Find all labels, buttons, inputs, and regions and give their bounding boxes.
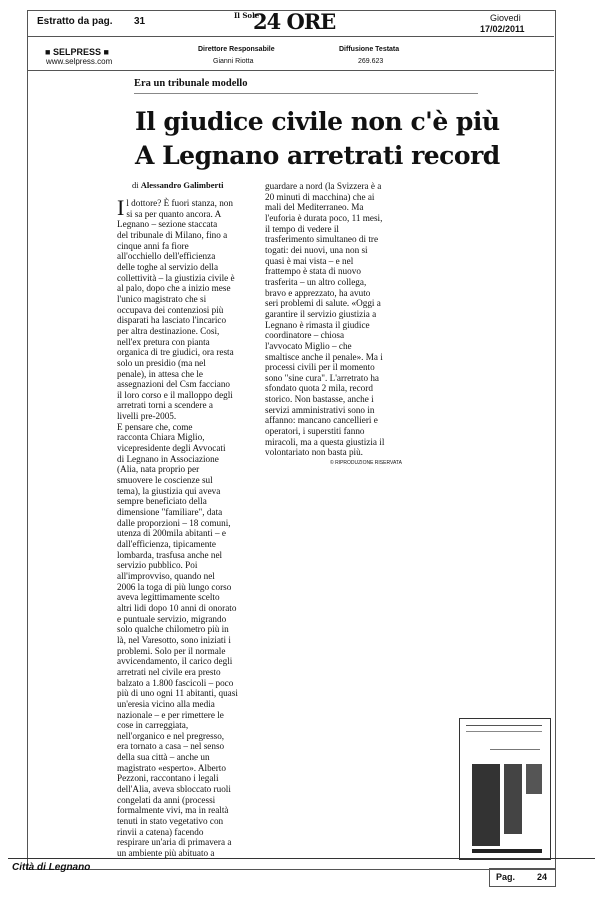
article-line: E pensare che, come bbox=[117, 421, 193, 432]
article-line: per altra destinazione. Così, bbox=[117, 325, 220, 336]
article-line: nell'ex pretura con pianta bbox=[117, 336, 210, 347]
extract-page: 31 bbox=[134, 16, 146, 27]
article-line: dimensione "familiare", data bbox=[117, 507, 223, 518]
article-line: Legnano è rimasta il giudice bbox=[265, 319, 370, 330]
article-line: volontariato non basta più. bbox=[265, 447, 363, 458]
article-line: livelli pre-2005. bbox=[117, 411, 177, 422]
article-line: occupava dei contenziosi più bbox=[117, 304, 224, 315]
director-name: Gianni Riotta bbox=[213, 58, 254, 65]
article-line: solo un presidio (ma nel bbox=[117, 357, 206, 368]
article-line: il loro corso e il malloppo degli bbox=[117, 389, 233, 400]
logo-small: Il Sole bbox=[234, 11, 260, 20]
article-line: bravo e apprezzato, ha avuto bbox=[265, 287, 371, 298]
article-line: storico. Non bastasse, anche i bbox=[265, 394, 374, 405]
article-line: seri problemi di salute. «Oggi a bbox=[265, 298, 381, 309]
article-line: smuovere le coscienze sul bbox=[117, 475, 213, 486]
article-line: della sua città – anche un bbox=[117, 752, 210, 763]
headline-line-1: Il giudice civile non c'è più bbox=[135, 107, 500, 136]
article-line: togati: dei nuovi, una non si bbox=[265, 244, 368, 255]
article-line: 20 minuti di macchina) che ai bbox=[265, 191, 375, 202]
article-line: miracoli, ma a questa giustizia il bbox=[265, 436, 385, 447]
article-line: trasferita – un altro collega, bbox=[265, 276, 367, 287]
article-line: disparati ha lasciato l'incarico bbox=[117, 315, 227, 326]
copyright: © RIPRODUZIONE RISERVATA bbox=[330, 460, 402, 466]
article-line: l'euforia è durata poco, 11 mesi, bbox=[265, 212, 383, 223]
article-line: respirare un'aria di primavera a bbox=[117, 837, 232, 848]
article-line: il tempo di vedere il bbox=[265, 223, 339, 234]
diffusion-value: 269.623 bbox=[358, 58, 384, 65]
article-line: cinque anni fa fiore bbox=[117, 240, 189, 251]
article-line: coordinatore – chiosa bbox=[265, 330, 345, 341]
article-line: del tribunale di Milano, fino a bbox=[117, 229, 228, 240]
byline-author: Alessandro Galimberti bbox=[140, 180, 224, 190]
article-line: nell'organico e nel pregresso, bbox=[117, 730, 225, 741]
article-line: e puntuale servizio, migrando bbox=[117, 613, 227, 624]
article-line: dall'efficienza, tipicamente bbox=[117, 539, 216, 549]
article-line: sono "sine cura". L'arretrato ha bbox=[265, 372, 380, 383]
article-line: (Alia, nata proprio per bbox=[117, 464, 200, 475]
article-line: l'unico magistrato che si bbox=[117, 293, 207, 304]
article-line: arretrati torni a scendere a bbox=[117, 400, 213, 411]
article-line: un'eresia vicino alla media bbox=[117, 698, 215, 709]
article-line: guardare a nord (la Svizzera è a bbox=[265, 181, 382, 191]
article-line: racconta Chiara Miglio, bbox=[117, 432, 205, 443]
article-line: smaltisce anche il penale». Ma i bbox=[265, 351, 383, 362]
article-line: penale), in attesa che le bbox=[117, 368, 203, 379]
article-line: sfondato quota 2 mila, record bbox=[265, 383, 373, 394]
footer-section: Città di Legnano bbox=[12, 862, 91, 873]
weekday: Giovedì bbox=[490, 13, 522, 23]
footer-rule bbox=[8, 858, 595, 859]
article-line: avvicendamento, il carico degli bbox=[117, 656, 233, 667]
article-line: all'occhiello dell'efficienza bbox=[117, 251, 216, 262]
headline-line-2: A Legnano arretrati record bbox=[135, 141, 500, 170]
article-line: trasferimento simultaneo di tre bbox=[265, 234, 379, 245]
newspaper-logo: 24 ORE bbox=[253, 9, 336, 34]
article-line: quasi è mai vista – e nel bbox=[265, 255, 354, 266]
page-thumbnail bbox=[459, 718, 551, 860]
article-line: delle toghe al servizio della bbox=[117, 261, 219, 272]
article-line: rinvii a catena) facendo bbox=[117, 826, 204, 837]
article-line: là, nel Varesotto, sono iniziati i bbox=[117, 634, 231, 645]
article-line: 2006 la toga di più lungo corso bbox=[117, 581, 232, 592]
article-line: servizi amministrativi sono in bbox=[265, 404, 375, 415]
article-line: l dottore? È fuori stanza, non bbox=[126, 198, 233, 208]
diffusion-label: Diffusione Testata bbox=[339, 46, 400, 53]
article-line: utenza di 200mila abitanti – e bbox=[117, 528, 226, 539]
article-column-1 bbox=[117, 195, 252, 859]
article-line: lombarda, trasfusa anche nel bbox=[117, 549, 223, 560]
agency-url: www.selpress.com bbox=[46, 57, 113, 66]
article-column-2 bbox=[265, 181, 405, 458]
article-line: sempre beneficiato della bbox=[117, 496, 207, 507]
article-line: di Legnano in Associazione bbox=[117, 453, 219, 464]
article-line: tenuti in stato vegetativo con bbox=[117, 816, 224, 827]
article-line: frattempo è stata di nuovo bbox=[265, 266, 361, 277]
article-line: magistrato «esperto». Alberto bbox=[117, 762, 226, 773]
article-line: organica di tre giudici, ora resta bbox=[117, 347, 234, 358]
article-line: arretrati nel civile era presto bbox=[117, 666, 221, 677]
director-label: Direttore Responsabile bbox=[198, 46, 275, 53]
article-line: altri lidi dopo 10 anni di onorato bbox=[117, 602, 237, 613]
article-line: processi civili per il momento bbox=[265, 362, 375, 373]
article-line: al palo, dopo che a inizio mese bbox=[117, 283, 231, 294]
kicker-rule bbox=[134, 93, 478, 94]
article-line: balzato a 1.800 fascicoli – poco bbox=[117, 677, 234, 688]
article-line: dell'Alia, aveva sbloccato ruoli bbox=[117, 784, 231, 795]
article-line: formalmente vivi, ma in realtà bbox=[117, 805, 229, 816]
date: 17/02/2011 bbox=[480, 24, 525, 34]
byline: di Alessandro Galimberti bbox=[132, 180, 224, 190]
article-line: assegnazioni del Csm facciano bbox=[117, 379, 231, 390]
article-line: era tornato a casa – nel senso bbox=[117, 741, 225, 752]
article-line: aveva legittimamente scelto bbox=[117, 592, 220, 603]
article-line: mali del Mediterraneo. Ma bbox=[265, 202, 364, 213]
article-line: tema), la giustizia qui aveva bbox=[117, 485, 221, 496]
article-line: garantire il servizio giustizia a bbox=[265, 308, 377, 319]
article-line: congelati da anni (processi bbox=[117, 794, 216, 805]
article-line: l'avvocato Miglio – che bbox=[265, 340, 352, 351]
article-line: cose in carreggiata, bbox=[117, 720, 189, 731]
article-line: solo qualche chilometro più in bbox=[117, 624, 229, 635]
article-line: operatori, i superstiti fanno bbox=[265, 426, 365, 437]
extract-label: Estratto da pag. bbox=[37, 16, 113, 27]
drop-cap: I bbox=[117, 195, 125, 220]
article-line: Legnano – sezione staccata bbox=[117, 219, 218, 230]
article-line: servizio pubblico. Poi bbox=[117, 560, 198, 571]
article-line: all'improvviso, quando nel bbox=[117, 570, 215, 581]
footer-page-number: 24 bbox=[537, 872, 548, 882]
article-line: si sa per quanto ancora. A bbox=[126, 208, 222, 219]
article-line: più di uno ogni 11 abitanti, quasi bbox=[117, 688, 238, 699]
article-kicker: Era un tribunale modello bbox=[134, 78, 248, 89]
article-line: problemi. Solo per il normale bbox=[117, 645, 226, 656]
article-line: affanno: mancano cancellieri e bbox=[265, 415, 378, 426]
article-line: un ambiente più abituato a bbox=[117, 848, 215, 859]
article-line: Pezzoni, raccontano i legali bbox=[117, 773, 219, 784]
article-line: dalle proporzioni – 18 comuni, bbox=[117, 517, 231, 528]
article-line: collettività – la giustizia civile è bbox=[117, 272, 235, 283]
footer-page-label: Pag. bbox=[496, 872, 516, 882]
agency-name: ■ SELPRESS ■ bbox=[45, 47, 109, 57]
article-line: nazionale – e per rimettere le bbox=[117, 709, 224, 720]
article-line: vicepresidente degli Avvocati bbox=[117, 443, 226, 454]
